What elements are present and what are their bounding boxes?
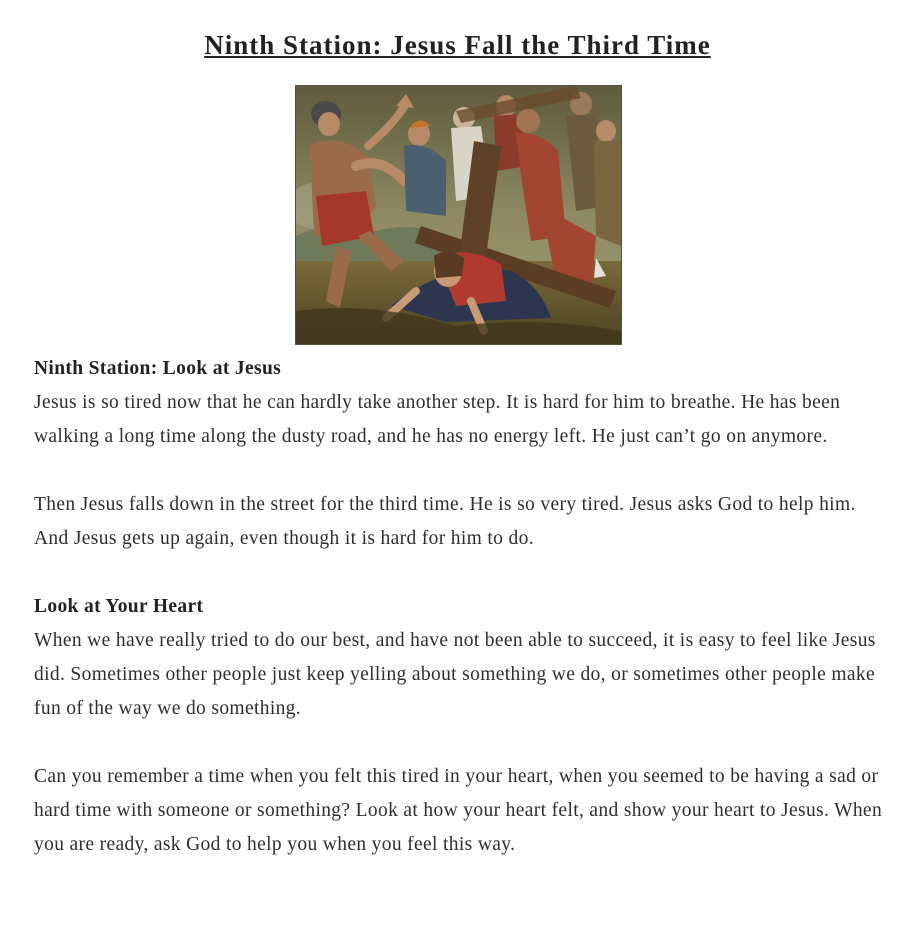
document-body <box>34 352 890 862</box>
page-title: Ninth Station: Jesus Fall the Third Time <box>204 30 711 60</box>
section-heading-look-at-your-heart: Look at Your Heart <box>34 596 204 617</box>
paragraph: Then Jesus falls down in the street for the third time. He is so very tired. Jesus asks God to help him. And Jesus gets up again, even though it is hard for him to do. <box>34 494 856 549</box>
paragraph: Jesus is so tired now that he can hardly take another step. It is hard for him to breathe. He has been walking a long time along the dusty road, and he has no energy left. He just can’t go on anymore. <box>34 392 841 447</box>
paragraph: When we have really tried to do our best, and have not been able to succeed, it is easy to feel like Jesus did. Sometimes other people just keep yelling about something we do, or sometimes other people make fun of the way we do something. <box>34 630 876 719</box>
painting-jesus-falls <box>296 86 621 344</box>
paragraph: Can you remember a time when you felt this tired in your heart, when you seemed to be having a sad or hard time with someone or something? Look at how your heart felt, and show your heart to Jesus. When you are ready, ask God to help you when you feel this way. <box>34 766 883 855</box>
painting-illustration <box>296 86 621 344</box>
section-heading-look-at-jesus: Ninth Station: Look at Jesus <box>34 358 282 379</box>
